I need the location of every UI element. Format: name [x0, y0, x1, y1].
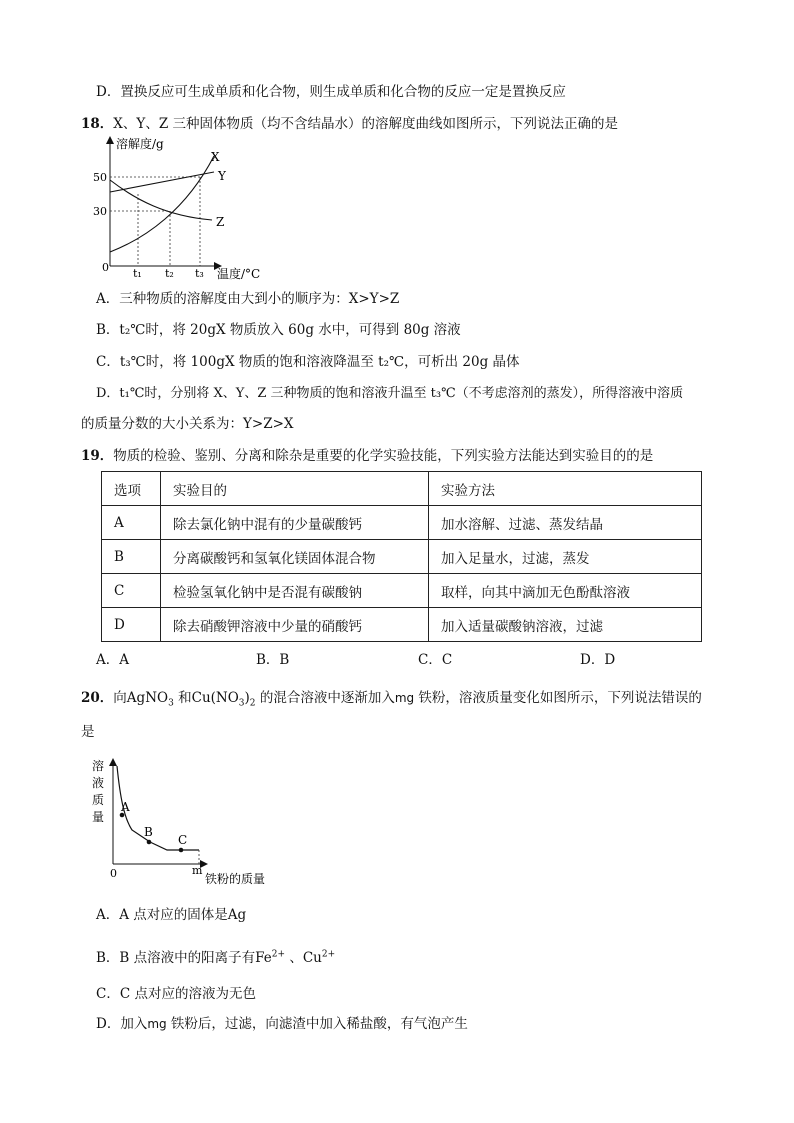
formula-sub: 2: [249, 698, 256, 709]
formula-text: Cu(NO: [191, 690, 239, 706]
y-axis-label-2: 液: [92, 776, 105, 790]
q19-answer-b: B．B: [256, 652, 290, 668]
q20-stem: [81, 688, 702, 708]
option-text: 铁粉后，过滤，向滤渣中加入稀盐酸，有气泡产生: [166, 1016, 468, 1032]
formula-text: Ag: [227, 907, 247, 923]
table-cell: D: [102, 608, 161, 642]
origin-label: 0: [110, 867, 117, 880]
q20-option-b: [96, 948, 335, 968]
y-axis-label-4: 量: [92, 810, 105, 824]
mass-symbol: mg: [147, 1017, 167, 1031]
formula-text: Cu: [302, 950, 322, 966]
curve-y-label: Y: [218, 169, 226, 183]
formula-text: Fe: [255, 950, 272, 966]
solution-mass-graph: [92, 756, 292, 886]
formula-sup: 2+: [271, 949, 286, 960]
agno3-formula: [126, 690, 174, 709]
table-cell: A: [102, 506, 161, 540]
q20-stem-part: 铁粉，溶液质量变化如图所示，下列说法错误的: [414, 690, 702, 706]
table-cell: 除去氯化钠中混有的少量碳酸钙: [161, 506, 429, 540]
formula-sub: 3: [168, 698, 174, 709]
q20-number: 20．: [81, 690, 114, 706]
table-cell: B: [102, 540, 161, 574]
point-c-label: C: [178, 833, 188, 847]
x-tick-t1: t₁: [133, 267, 142, 280]
x-end-label: m: [192, 864, 203, 877]
table-header-cell: 实验方法: [429, 472, 702, 506]
curve-z: [110, 180, 212, 220]
table-cell: 除去硝酸钾溶液中少量的硝酸钙: [161, 608, 429, 642]
q20-option-d: [96, 1014, 468, 1034]
q20-stem-part: 的混合溶液中逐渐加入: [255, 690, 395, 706]
y-tick-50: 50: [93, 171, 107, 184]
table-cell: 加入适量碳酸钠溶液，过滤: [429, 608, 702, 642]
q19-answer-a: A．A: [96, 652, 129, 668]
table-cell: 检验氢氧化钠中是否混有碳酸钠: [161, 574, 429, 608]
origin-label: 0: [102, 261, 109, 274]
table-row: [102, 574, 702, 608]
table-header-cell: 实验目的: [161, 472, 429, 506]
formula-sup: 2+: [321, 949, 336, 960]
q18-option-b: B．t₂℃时，将 20gX 物质放入 60g 水中，可得到 80g 溶液: [96, 322, 461, 338]
q20-stem-part: 向: [113, 690, 127, 706]
table-header-row: [102, 472, 702, 506]
q19-stem-text: 物质的检验、鉴别、分离和除杂是重要的化学实验技能，下列实验方法能达到实验目的的是: [113, 448, 654, 464]
table-row: [102, 506, 702, 540]
y-axis-label-1: 溶: [92, 759, 105, 773]
option-text: B．B 点溶液中的阳离子有: [96, 950, 256, 966]
y-axis-label-3: 质: [92, 793, 105, 807]
option-text: 、: [285, 950, 303, 966]
q19-stem: [81, 446, 653, 466]
curve-x: [110, 156, 214, 252]
q19-answer-c: C．C: [418, 652, 453, 668]
y-tick-30: 30: [93, 205, 107, 218]
q20-stem-part: 和: [173, 690, 192, 706]
table-row: [102, 608, 702, 642]
curve-z-label: Z: [216, 215, 225, 229]
option-text: A．A 点对应的固体是: [96, 907, 228, 923]
q19-number: 19．: [81, 448, 114, 464]
x-tick-t2: t₂: [165, 267, 174, 280]
q20-stem-line2: 是: [81, 724, 95, 740]
option-text: D．加入: [96, 1016, 148, 1032]
table-cell: C: [102, 574, 161, 608]
q18-option-a: A．三种物质的溶解度由大到小的顺序为：X>Y>Z: [96, 291, 400, 307]
experiment-table: [101, 471, 702, 642]
formula-text: ): [244, 690, 250, 706]
point-c: [179, 848, 184, 853]
q20-option-a: [96, 905, 246, 925]
table-cell: 分离碳酸钙和氢氧化镁固体混合物: [161, 540, 429, 574]
point-a-label: A: [121, 800, 130, 814]
formula-sub: 3: [238, 698, 245, 709]
table-cell: 加水溶解、过滤、蒸发结晶: [429, 506, 702, 540]
q18-option-d-line1: D．t₁℃时，分别将 X、Y、Z 三种物质的饱和溶液升温至 t₃℃（不考虑溶剂的蒸发），所得溶液中溶质: [96, 386, 684, 401]
solubility-graph: [93, 134, 276, 284]
x-tick-t3: t₃: [195, 267, 204, 280]
q18-option-d-line2: 的质量分数的大小关系为：Y>Z>X: [81, 416, 294, 432]
table-cell: 加入足量水，过滤，蒸发: [429, 540, 702, 574]
q19-answer-d: D．D: [580, 652, 616, 668]
table-cell: 取样，向其中滴加无色酚酞溶液: [429, 574, 702, 608]
q18-option-c: C．t₃℃时，将 100gX 物质的饱和溶液降温至 t₂℃，可析出 20g 晶体: [96, 354, 520, 370]
table-header-cell: 选项: [102, 472, 161, 506]
q17-option-d: D．置换反应可生成单质和化合物，则生成单质和化合物的反应一定是置换反应: [96, 84, 566, 100]
point-b-label: B: [144, 825, 153, 839]
x-axis-label: 温度/°C: [217, 267, 261, 281]
x-axis-label: 铁粉的质量: [205, 872, 266, 886]
cuno3-formula: [191, 690, 256, 709]
table-row: [102, 540, 702, 574]
formula-text: AgNO: [126, 690, 169, 706]
y-axis-label: 溶解度/g: [116, 137, 164, 151]
curve-x-label: X: [211, 150, 220, 164]
q18-stem-text: X、Y、Z 三种固体物质（均不含结晶水）的溶解度曲线如图所示，下列说法正确的是: [113, 116, 618, 132]
mass-symbol: mg: [394, 691, 415, 705]
q20-option-c: C．C 点对应的溶液为无色: [96, 986, 256, 1002]
q18-number: 18．: [81, 116, 114, 132]
point-b: [147, 840, 152, 845]
q18-stem: [81, 114, 618, 134]
